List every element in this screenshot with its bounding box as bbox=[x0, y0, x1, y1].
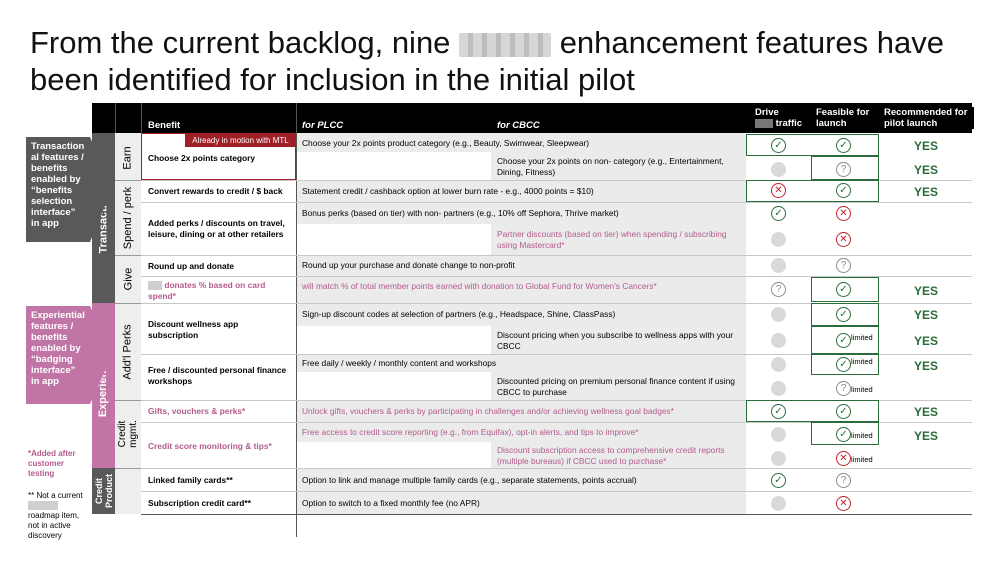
header-feasible: Feasible for launch bbox=[816, 107, 876, 129]
benefit-choose-2x: Choose 2x points category bbox=[148, 152, 256, 163]
added-note: *Added after customer testing bbox=[28, 449, 76, 478]
na-dot-icon bbox=[771, 451, 786, 466]
check-icon: ✓ bbox=[771, 473, 786, 488]
cbcc-desc: Discount pricing when you subscribe to wellness apps with your CBCC bbox=[497, 329, 734, 351]
check-icon: ✓ bbox=[836, 138, 851, 153]
benefit-workshops: Free / discounted personal finance workshops bbox=[148, 365, 287, 386]
na-dot-icon bbox=[771, 496, 786, 511]
yes-label: YES bbox=[914, 405, 939, 419]
na-dot-icon bbox=[771, 162, 786, 177]
group-credit-product: Credit Product bbox=[92, 468, 115, 514]
check-icon: ✓ bbox=[836, 357, 851, 372]
yes-label: YES bbox=[914, 163, 939, 177]
plcc-desc: Sign-up discount codes at selection of partners (e.g., Headspace, Shine, ClassPass) bbox=[302, 308, 616, 319]
not-current-note: ** Not a current roadmap item, not in active discovery bbox=[28, 491, 83, 540]
header-recommended: Recommended for pilot launch bbox=[884, 107, 974, 129]
experiential-note: Experiential features / benefits enabled by “badging interface” in app bbox=[26, 306, 90, 404]
na-dot-icon bbox=[771, 357, 786, 372]
header-drive: Drive traffic bbox=[755, 107, 803, 129]
header-cbcc: for CBCC bbox=[497, 120, 540, 131]
redacted-brand bbox=[459, 33, 551, 57]
plcc-desc: Option to link and manage multiple family cards (e.g., separate statements, points accrual) bbox=[302, 474, 637, 485]
plcc-desc: Statement credit / cashback option at lower burn rate - e.g., 4000 points = $10) bbox=[302, 186, 594, 196]
limited-label: limited bbox=[851, 333, 873, 342]
cbcc-desc: Choose your 2x points on non- category (e.g., Entertainment, Dining, Fitness) bbox=[497, 155, 724, 177]
plcc-desc: Free access to credit score reporting (e.g., from Equifax), opt-in alerts, and tips to improve* bbox=[302, 427, 639, 437]
check-icon: ✓ bbox=[771, 404, 786, 419]
check-icon: ✓ bbox=[836, 282, 851, 297]
yes-label: YES bbox=[914, 359, 939, 373]
question-icon: ? bbox=[836, 473, 851, 488]
yes-label: YES bbox=[914, 139, 939, 153]
benefit-round-up: Round up and donate bbox=[148, 260, 235, 271]
na-dot-icon bbox=[771, 307, 786, 322]
plcc-desc: Choose your 2x points product category (e.g., Beauty, Swimwear, Sleepwear) bbox=[302, 137, 590, 148]
benefit-subscription-card: Subscription credit card** bbox=[148, 497, 251, 508]
header-plcc: for PLCC bbox=[302, 120, 344, 131]
cross-icon: ✕ bbox=[836, 451, 851, 466]
limited-label: limited bbox=[851, 431, 873, 440]
cross-icon: ✕ bbox=[836, 232, 851, 247]
check-icon: ✓ bbox=[771, 138, 786, 153]
plcc-desc: Round up your purchase and donate change to non-profit bbox=[302, 259, 515, 270]
limited-label: limited bbox=[851, 455, 873, 464]
plcc-desc: Option to switch to a fixed monthly fee (no APR) bbox=[302, 497, 480, 508]
subgroup-spend: Spend / perk bbox=[122, 186, 134, 249]
benefit-gifts: Gifts, vouchers & perks* bbox=[148, 406, 246, 416]
cbcc-desc: Partner discounts (based on tier) when spending / subscribing using Mastercard* bbox=[497, 228, 727, 250]
benefit-wellness: Discount wellness app subscription bbox=[148, 319, 239, 340]
na-dot-icon bbox=[771, 333, 786, 348]
header-benefit: Benefit bbox=[148, 120, 181, 131]
subgroup-earn: Earn bbox=[122, 145, 134, 170]
check-icon: ✓ bbox=[836, 404, 851, 419]
check-icon: ✓ bbox=[836, 307, 851, 322]
cross-icon: ✕ bbox=[836, 496, 851, 511]
yes-label: YES bbox=[914, 334, 939, 348]
na-dot-icon bbox=[771, 427, 786, 442]
check-icon: ✓ bbox=[771, 206, 786, 221]
na-dot-icon bbox=[771, 258, 786, 273]
na-dot-icon bbox=[771, 381, 786, 396]
limited-label: limited bbox=[851, 357, 873, 366]
yes-label: YES bbox=[914, 308, 939, 322]
callout-label: Already in motion with MTL bbox=[185, 134, 296, 147]
benefit-credit-score: Credit score monitoring & tips* bbox=[148, 440, 272, 451]
question-icon: ? bbox=[771, 282, 786, 297]
cross-icon: ✕ bbox=[836, 206, 851, 221]
plcc-desc: Free daily / weekly / monthly content and workshops bbox=[302, 358, 497, 368]
yes-label: YES bbox=[914, 185, 939, 199]
subgroup-credit: Credit mgmt. bbox=[117, 420, 139, 448]
benefit-donates: donates % based on card spend* bbox=[148, 280, 266, 301]
question-icon: ? bbox=[836, 258, 851, 273]
cbcc-desc: Discounted pricing on premium personal finance content if using CBCC to purchase bbox=[497, 375, 735, 397]
benefit-added-perks: Added perks / discounts on travel, leisure, dining or at other retailers bbox=[148, 218, 285, 239]
benefit-family-cards: Linked family cards** bbox=[148, 474, 233, 485]
cross-icon: ✕ bbox=[771, 183, 786, 198]
benefit-convert: Convert rewards to credit / $ back bbox=[148, 186, 283, 196]
group-experiential: Experiential bbox=[92, 303, 115, 468]
plcc-desc: Bonus perks (based on tier) with non- partners (e.g., 10% off Sephora, Thrive market) bbox=[302, 207, 619, 218]
cbcc-desc: Discount subscription access to comprehensive credit reports (multiple bureaus) if CBCC used to purchase* bbox=[497, 444, 725, 466]
subgroup-addl: Add'l Perks bbox=[122, 323, 135, 380]
group-transactional: Transactional bbox=[92, 133, 115, 303]
check-icon: ✓ bbox=[836, 333, 851, 348]
na-dot-icon bbox=[771, 232, 786, 247]
limited-label: limited bbox=[851, 385, 873, 394]
plcc-desc: will match % of total member points earned with donation to Global Fund for Women's Cancers* bbox=[302, 280, 657, 291]
check-icon: ✓ bbox=[836, 427, 851, 442]
check-icon: ✓ bbox=[836, 183, 851, 198]
transactional-note: Transaction al features / benefits enabled by “benefits selection interface” in app bbox=[26, 137, 90, 242]
subgroup-give: Give bbox=[122, 267, 134, 291]
question-icon: ? bbox=[836, 381, 851, 396]
question-icon: ? bbox=[836, 162, 851, 177]
slide-title: From the current backlog, nine enhancement features have been identified for inclusion in the initial pilot bbox=[30, 25, 945, 97]
yes-label: YES bbox=[914, 284, 939, 298]
plcc-desc: Unlock gifts, vouchers & perks by participating in challenges and/or achieving wellness goal badges* bbox=[302, 406, 674, 416]
yes-label: YES bbox=[914, 429, 939, 443]
